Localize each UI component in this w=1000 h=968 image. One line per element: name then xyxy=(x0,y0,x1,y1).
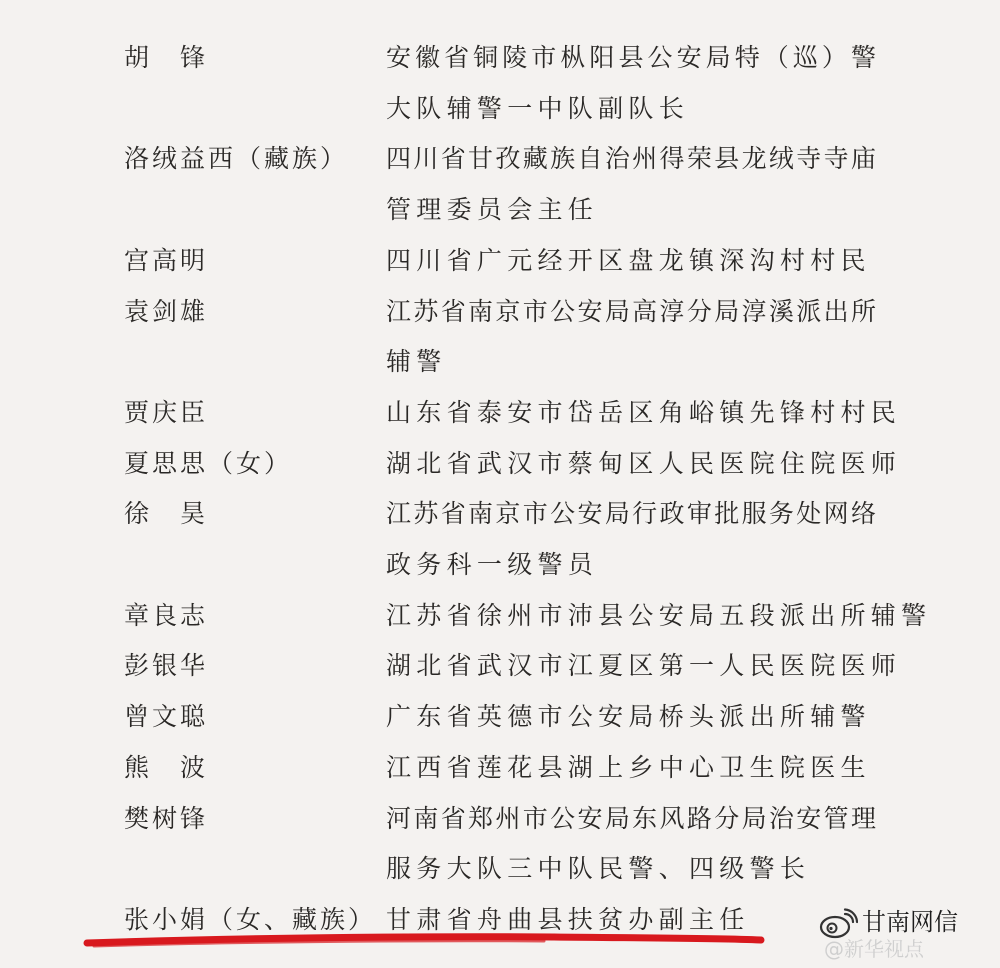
person-affiliation xyxy=(386,599,932,650)
person-affiliation xyxy=(386,244,876,295)
watermark-account-name: 甘南网信 xyxy=(862,908,958,936)
person-name: 贾庆臣 xyxy=(124,397,209,427)
person-affiliation xyxy=(386,802,876,903)
affiliation-line: 辅警 xyxy=(386,347,447,377)
person-name: 徐 昊 xyxy=(124,499,209,529)
person-affiliation xyxy=(386,142,876,243)
person-affiliation xyxy=(386,497,876,598)
person-affiliation xyxy=(386,649,902,700)
person-name: 熊 波 xyxy=(124,752,209,782)
affiliation-line: 甘肃省舟曲县扶贫办副主任 xyxy=(386,904,750,934)
affiliation-line: 广东省英德市公安局桥头派出所辅警 xyxy=(386,702,871,732)
person-affiliation xyxy=(386,396,902,447)
affiliation-line: 江西省莲花县湖上乡中心卫生院医生 xyxy=(386,752,871,782)
affiliation-line: 大队辅警一中队副队长 xyxy=(386,93,690,123)
person-affiliation xyxy=(386,700,876,751)
affiliation-line: 河南省郑州市公安局东风路分局治安管理 xyxy=(386,803,876,833)
person-name: 宫高明 xyxy=(124,245,209,275)
affiliation-line: 湖北省武汉市江夏区第一人民医院医师 xyxy=(386,651,902,681)
person-name: 张小娟（女、藏族） xyxy=(124,904,377,934)
watermark-source-handle: @新华视点 xyxy=(824,937,924,961)
person-affiliation xyxy=(386,447,902,498)
person-name: 樊树锋 xyxy=(124,803,209,833)
person-name: 曾文聪 xyxy=(124,702,209,732)
person-name: 胡 锋 xyxy=(124,43,209,72)
person-name: 章良志 xyxy=(124,600,209,630)
affiliation-line: 安徽省铜陵市枞阳县公安局特（巡）警 xyxy=(386,43,876,72)
affiliation-line: 服务大队三中队民警、四级警长 xyxy=(386,854,811,884)
affiliation-line: 管理委员会主任 xyxy=(386,195,599,225)
person-name: 夏思思（女） xyxy=(124,448,293,478)
person-affiliation xyxy=(386,41,876,142)
person-affiliation xyxy=(386,295,876,396)
affiliation-line: 江苏省徐州市沛县公安局五段派出所辅警 xyxy=(386,600,932,630)
affiliation-line: 政务科一级警员 xyxy=(386,549,599,579)
affiliation-line: 湖北省武汉市蔡甸区人民医院住院医师 xyxy=(386,448,902,478)
affiliation-line: 江苏省南京市公安局行政审批服务处网络 xyxy=(386,499,876,529)
affiliation-line: 江苏省南京市公安局高淳分局淳溪派出所 xyxy=(386,296,876,326)
person-name: 彭银华 xyxy=(124,651,209,681)
person-name: 袁剑雄 xyxy=(124,296,209,326)
person-name: 洛绒益西（藏族） xyxy=(124,144,349,174)
person-affiliation xyxy=(386,751,876,802)
affiliation-line: 四川省广元经开区盘龙镇深沟村村民 xyxy=(386,245,871,275)
affiliation-line: 四川省甘孜藏族自治州得荣县龙绒寺寺庙 xyxy=(386,144,876,174)
red-highlight-underline xyxy=(84,926,764,952)
watermark xyxy=(818,904,1000,968)
affiliation-line: 山东省泰安市岱岳区角峪镇先锋村村民 xyxy=(386,397,902,427)
